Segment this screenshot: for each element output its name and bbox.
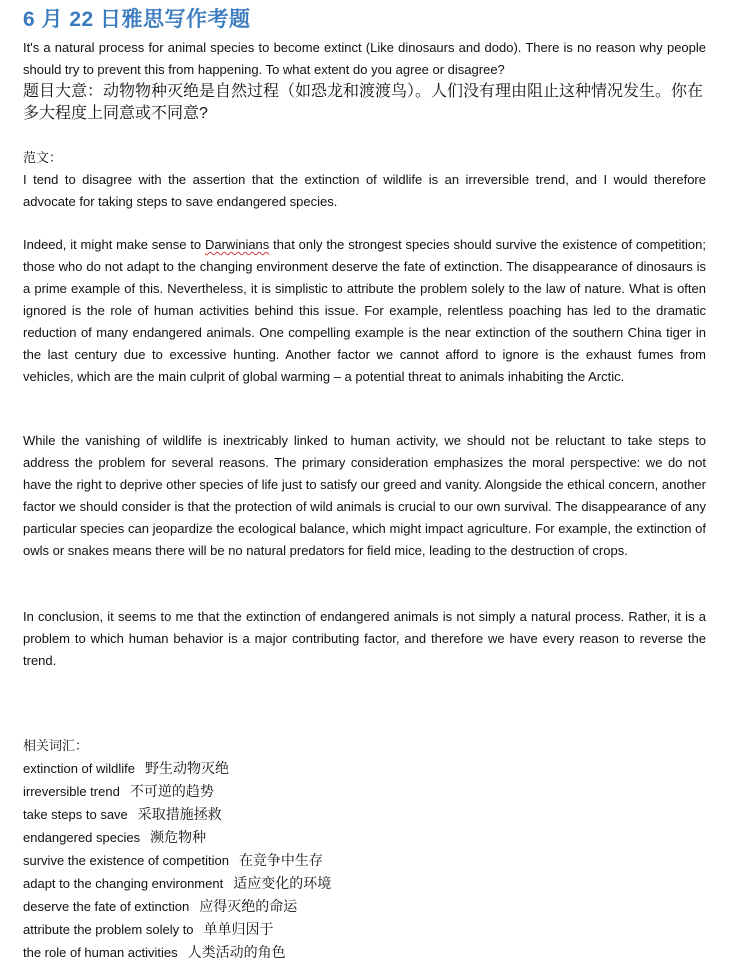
essay-paragraph-4-section [23,606,706,672]
vocab-item [23,803,706,826]
vocabulary-label: 相关词汇： [23,738,89,753]
essay-paragraph-4: In conclusion, it seems to me that the extinction of endangered animals is not simply a natural process. Rather, it is a problem to which human behavior is a major contributing factor, and therefore we have every reason to reverse the trend. [23,609,706,668]
vocab-chinese: 在竞争中生存 [238,852,323,868]
essay-label: 范文： [23,150,63,165]
vocab-english: endangered species [23,830,141,845]
vocab-chinese: 采取措施拯救 [137,806,222,822]
essay-paragraph-2-section [23,234,706,388]
vocab-item [23,826,706,849]
vocab-item [23,895,706,918]
vocab-item [23,872,706,895]
essay-paragraph-3: While the vanishing of wildlife is inextricably linked to human activity, we should not be reluctant to take steps to address the problem for several reasons. The primary consideration emphasizes the moral perspective: we do not have the right to deprive other species of life just to satisfy our greed and vanity. Alongside the ethical concern, another factor we should consider is that the protection of wild animals is crucial to our own survival. The disappearance of any particular species can jeopardize the ecological balance, which might impact agriculture. For example, the extinction of owls or snakes means there will be no natural predators for field mice, leading to the destruction of crops. [23,433,706,558]
vocab-english: adapt to the changing environment [23,876,224,891]
vocab-chinese: 野生动物灭绝 [145,760,229,776]
question-chinese: 题目大意：动物物种灭绝是自然过程（如恐龙和渡渡鸟）。人们没有理由阻止这种情况发生。你在多大程度上同意或不同意? [23,83,704,122]
vocab-chinese: 单单归因于 [203,921,274,937]
essay-paragraph-2 [23,234,706,388]
vocab-chinese: 应得灭绝的命运 [199,898,298,914]
paragraph-2-rest: that only the strongest species should survive the existence of competition; those who do not adapt to the changing environment deserve the fate of extinction. The disappearance of dinosaurs is a prime example of this. Nevertheless, it is simplistic to attribute the problem solely to the law of nature. What is often ignored is the role of human activities behind this issue. For example, relentless poaching has led to the dramatic reduction of many endangered animals. One compelling example is the near extinction of the southern China tiger in the last century due to excessive hunting. Another factor we cannot afford to ignore is the exhaust fumes from vehicles, which are the main culprit of global warming – a potential threat to animals inhabiting the Arctic. [23,237,707,384]
vocab-english: take steps to save [23,807,128,822]
vocab-chinese: 不可逆的趋势 [129,783,214,799]
spellcheck-word-darwinians: Darwinians [204,237,270,252]
essay-paragraph-1: I tend to disagree with the assertion that the extinction of wildlife is an irreversible trend, and I would therefore advocate for taking steps to save endangered species. [23,172,706,209]
vocabulary-section [23,735,706,964]
vocab-item [23,849,706,872]
paragraph-2-lead: Indeed, it might make sense to [23,237,205,252]
vocab-item [23,757,706,780]
vocab-chinese: 适应变化的环境 [233,875,332,891]
vocabulary-list [23,757,706,964]
essay-label-section [23,147,706,213]
vocab-item [23,918,706,941]
question-english: It's a natural process for animal species to become extinct (Like dinosaurs and dodo). There is no reason why people should try to prevent this from happening. To what extent do you agree or disagree? [23,40,706,77]
vocab-english: attribute the problem solely to [23,922,194,937]
vocab-item [23,941,706,964]
vocab-english: deserve the fate of extinction [23,899,190,914]
page-title: 6 月 22 日雅思写作考题 [23,8,251,31]
question-section [23,37,706,125]
vocab-item [23,780,706,803]
vocab-chinese: 濒危物种 [150,829,207,845]
vocab-english: survive the existence of competition [23,853,229,868]
vocab-english: the role of human activities [23,945,178,960]
vocab-english: irreversible trend [23,784,120,799]
vocab-chinese: 人类活动的角色 [187,944,286,960]
vocab-english: extinction of wildlife [23,761,135,776]
essay-paragraph-3-section [23,430,706,562]
